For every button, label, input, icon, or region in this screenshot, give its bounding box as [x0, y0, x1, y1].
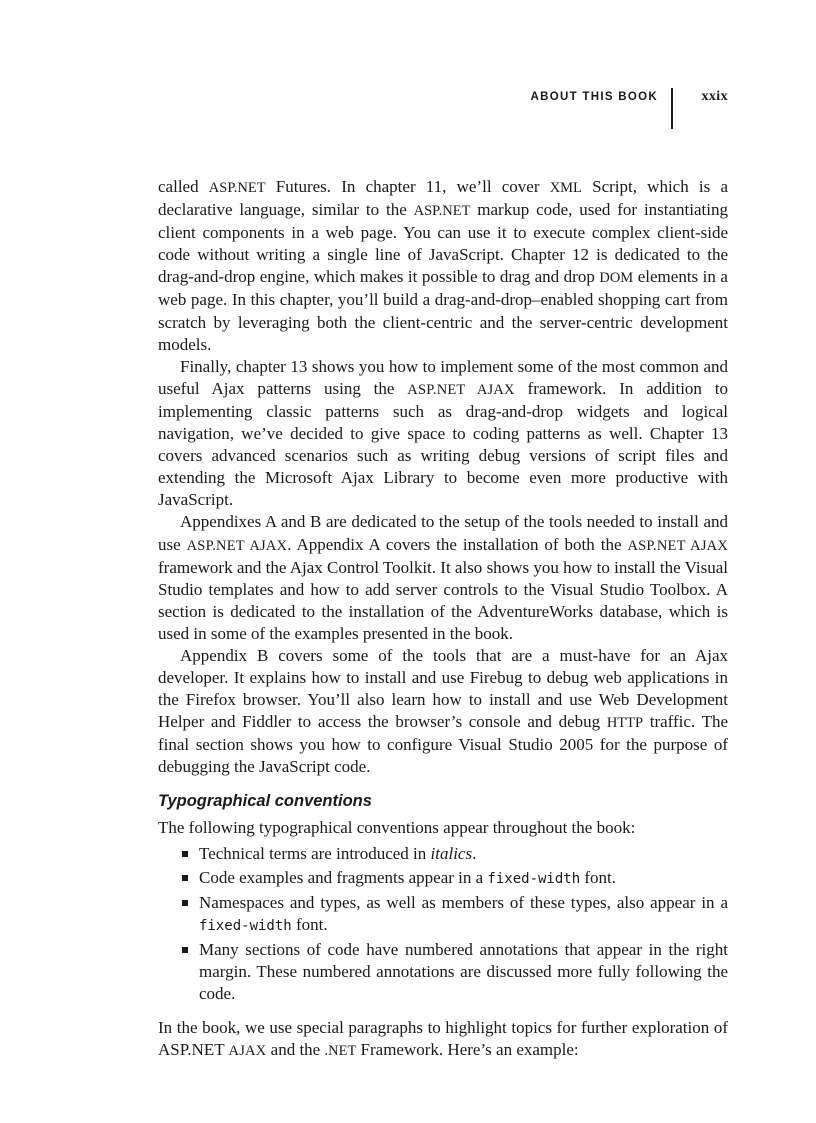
list-item: Namespaces and types, as well as members of these types, also appear in a fixed-width font. [158, 892, 728, 937]
running-head-divider [671, 88, 673, 129]
conventions-intro: The following typographical conventions appear throughout the book: [158, 817, 636, 837]
running-head-title: ABOUT THIS BOOK [530, 91, 658, 103]
bullet-square-icon [182, 947, 188, 953]
bullet-square-icon [182, 851, 188, 857]
list-item: Many sections of code have numbered annotations that appear in the right margin. These numbered annotations are discussed more fully following the code. [158, 939, 728, 1005]
page-body [158, 176, 728, 1062]
bullet-square-icon [182, 900, 188, 906]
paragraph-chapters-11-12: called ASP.NET Futures. In chapter 11, we’ll cover XML Script, which is a declarative language, similar to the ASP.NET markup code, used for instantiating client components in a web page. You can use it to execute complex client-side code without writing a single line of JavaScript. Chapter 12 is dedicated to the drag-and-drop engine, which makes it possible to drag and drop DOM elements in a web page. In this chapter, you’ll build a drag-and-drop–enabled shopping cart from scratch by leveraging both the client-centric and the server-centric development models. [158, 177, 728, 354]
running-head [0, 88, 816, 130]
list-item: Technical terms are introduced in italics. [158, 843, 728, 865]
conventions-list [158, 843, 728, 1006]
paragraph-appendix-b: Appendix B covers some of the tools that are a must-have for an Ajax developer. It explains how to install and use Firebug to debug web applications in the Firefox browser. You’ll also learn how to install and use Web Development Helper and Fiddler to access the browser’s console and debug HTTP traffic. The final section shows you how to configure Visual Studio 2005 for the purpose of debugging the JavaScript code. [158, 645, 728, 777]
paragraph-closing: In the book, we use special paragraphs to highlight topics for further exploration of ASP.NET AJAX and the .NET Framework. Here’s an example: [158, 1018, 728, 1060]
paragraph-chapter-13: Finally, chapter 13 shows you how to implement some of the most common and useful Ajax patterns using the ASP.NET AJAX framework. In addition to implementing classic patterns such as drag-and-drop widgets and logical navigation, we’ve decided to give space to coding patterns as well. Chapter 13 covers advanced scenarios such as writing debug versions of script files and extending the Microsoft Ajax Library to become even more productive with JavaScript. [158, 356, 728, 510]
page-number: xxix [701, 89, 728, 104]
list-item: Code examples and fragments appear in a fixed-width font. [158, 867, 728, 890]
bullet-square-icon [182, 875, 188, 881]
paragraph-appendix-a: Appendixes A and B are dedicated to the setup of the tools needed to install and use ASP.NET AJAX. Appendix A covers the installation of both the ASP.NET AJAX framework and the Ajax Control Toolkit. It also shows you how to install the Visual Studio templates and how to add server controls to the Visual Studio Toolbox. A section is dedicated to the installation of the AdventureWorks database, which is used in some of the examples presented in the book. [158, 512, 729, 643]
section-heading-typographical-conventions: Typographical conventions [158, 791, 372, 810]
